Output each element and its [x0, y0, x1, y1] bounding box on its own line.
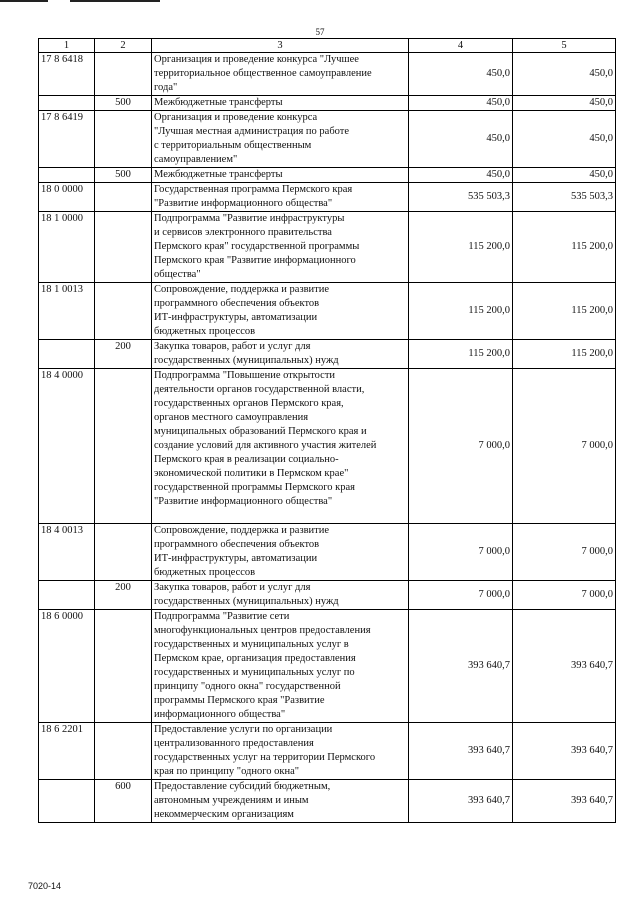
header-col-2: 2	[95, 39, 152, 53]
row-value-col4: 450,0	[409, 53, 513, 96]
row-description: Межбюджетные трансферты	[152, 168, 409, 183]
row-description: Закупка товаров, работ и услуг для государственных (муниципальных) нужд	[152, 340, 409, 369]
row-expense-type	[95, 369, 152, 524]
row-value-col4: 7 000,0	[409, 369, 513, 524]
row-code: 18 0 0000	[39, 183, 95, 212]
row-value-col5: 450,0	[513, 96, 616, 111]
row-description: Организация и проведение конкурса "Лучшая местная администрация по работе с территориальным общественным самоуправлением"	[152, 111, 409, 168]
table-row	[39, 212, 616, 283]
row-code: 18 4 0013	[39, 524, 95, 581]
row-value-col4: 393 640,7	[409, 780, 513, 823]
row-value-col4: 393 640,7	[409, 723, 513, 780]
table-header-row	[39, 39, 616, 53]
row-expense-type: 500	[95, 168, 152, 183]
table-row	[39, 183, 616, 212]
row-code: 18 1 0013	[39, 283, 95, 340]
row-value-col4: 450,0	[409, 111, 513, 168]
row-expense-type	[95, 53, 152, 96]
row-description: Закупка товаров, работ и услуг для государственных (муниципальных) нужд	[152, 581, 409, 610]
row-value-col4: 535 503,3	[409, 183, 513, 212]
row-value-col4: 393 640,7	[409, 610, 513, 723]
row-expense-type: 200	[95, 581, 152, 610]
row-expense-type: 200	[95, 340, 152, 369]
row-description: Сопровождение, поддержка и развитие программного обеспечения объектов ИТ-инфраструктуры, автоматизации бюджетных процессов	[152, 283, 409, 340]
header-col-4: 4	[409, 39, 513, 53]
row-expense-type	[95, 723, 152, 780]
row-expense-type	[95, 212, 152, 283]
table-row	[39, 340, 616, 369]
top-rule-left	[0, 0, 48, 2]
table-row	[39, 53, 616, 96]
row-description: Межбюджетные трансферты	[152, 96, 409, 111]
row-expense-type	[95, 610, 152, 723]
header-col-1: 1	[39, 39, 95, 53]
row-value-col5: 393 640,7	[513, 610, 616, 723]
row-code: 18 6 2201	[39, 723, 95, 780]
row-code: 18 6 0000	[39, 610, 95, 723]
row-code: 18 4 0000	[39, 369, 95, 524]
table-row	[39, 780, 616, 823]
row-value-col5: 450,0	[513, 168, 616, 183]
row-value-col5: 450,0	[513, 53, 616, 96]
row-description: Предоставление субсидий бюджетным, автономным учреждениям и иным некоммерческим организациям	[152, 780, 409, 823]
table-row	[39, 111, 616, 168]
row-description: Подпрограмма "Развитие сети многофункциональных центров предоставления государственных и муниципальных услуг в Пермском крае, организация предоставления государственных и муниципальных услуг по принципу "одного окна" государственной программы Пермского края "Развитие информационного общества"	[152, 610, 409, 723]
row-value-col4: 7 000,0	[409, 524, 513, 581]
row-description: Предоставление услуги по организации централизованного предоставления государственных услуг на территории Пермского края по принципу "одного окна"	[152, 723, 409, 780]
row-expense-type	[95, 183, 152, 212]
row-value-col4: 115 200,0	[409, 212, 513, 283]
row-expense-type	[95, 524, 152, 581]
page-number: 57	[315, 27, 325, 37]
row-value-col5: 115 200,0	[513, 340, 616, 369]
row-code	[39, 340, 95, 369]
row-expense-type	[95, 283, 152, 340]
row-value-col5: 7 000,0	[513, 369, 616, 524]
row-value-col5: 393 640,7	[513, 780, 616, 823]
row-description: Организация и проведение конкурса "Лучшее территориальное общественное самоуправление года"	[152, 53, 409, 96]
row-value-col4: 450,0	[409, 168, 513, 183]
row-value-col5: 7 000,0	[513, 581, 616, 610]
row-value-col5: 535 503,3	[513, 183, 616, 212]
top-rule-right	[70, 0, 160, 2]
row-value-col4: 450,0	[409, 96, 513, 111]
row-code	[39, 168, 95, 183]
table-body	[39, 53, 616, 823]
row-value-col5: 7 000,0	[513, 524, 616, 581]
table-row	[39, 610, 616, 723]
table-row	[39, 723, 616, 780]
row-description: Сопровождение, поддержка и развитие программного обеспечения объектов ИТ-инфраструктуры, автоматизации бюджетных процессов	[152, 524, 409, 581]
row-value-col4: 115 200,0	[409, 283, 513, 340]
row-expense-type: 500	[95, 96, 152, 111]
row-expense-type: 600	[95, 780, 152, 823]
row-value-col5: 450,0	[513, 111, 616, 168]
row-value-col5: 115 200,0	[513, 212, 616, 283]
row-description: Подпрограмма "Повышение открытости деятельности органов государственной власти, государственных органов Пермского края, органов местного самоуправления муниципальных образований Пермского края и создание условий для активного участия жителей Пермского края в реализации социально- экономической политики в Пермском крае" государственной программы Пермского края "Развитие информационного общества"	[152, 369, 409, 524]
row-code	[39, 581, 95, 610]
row-value-col4: 7 000,0	[409, 581, 513, 610]
table-row	[39, 524, 616, 581]
row-code: 18 1 0000	[39, 212, 95, 283]
row-value-col5: 115 200,0	[513, 283, 616, 340]
row-code	[39, 96, 95, 111]
row-description: Государственная программа Пермского края "Развитие информационного общества"	[152, 183, 409, 212]
header-col-3: 3	[152, 39, 409, 53]
row-description: Подпрограмма "Развитие инфраструктуры и сервисов электронного правительства Пермского края" государственной программы Пермского края "Развитие информационного общества"	[152, 212, 409, 283]
row-value-col5: 393 640,7	[513, 723, 616, 780]
header-col-5: 5	[513, 39, 616, 53]
table-row	[39, 369, 616, 524]
footer-code: 7020-14	[28, 881, 62, 891]
table-row	[39, 96, 616, 111]
row-expense-type	[95, 111, 152, 168]
row-value-col4: 115 200,0	[409, 340, 513, 369]
row-code: 17 8 6419	[39, 111, 95, 168]
table-row	[39, 168, 616, 183]
table-row	[39, 581, 616, 610]
row-code: 17 8 6418	[39, 53, 95, 96]
table-row	[39, 283, 616, 340]
budget-table	[38, 38, 616, 823]
row-code	[39, 780, 95, 823]
